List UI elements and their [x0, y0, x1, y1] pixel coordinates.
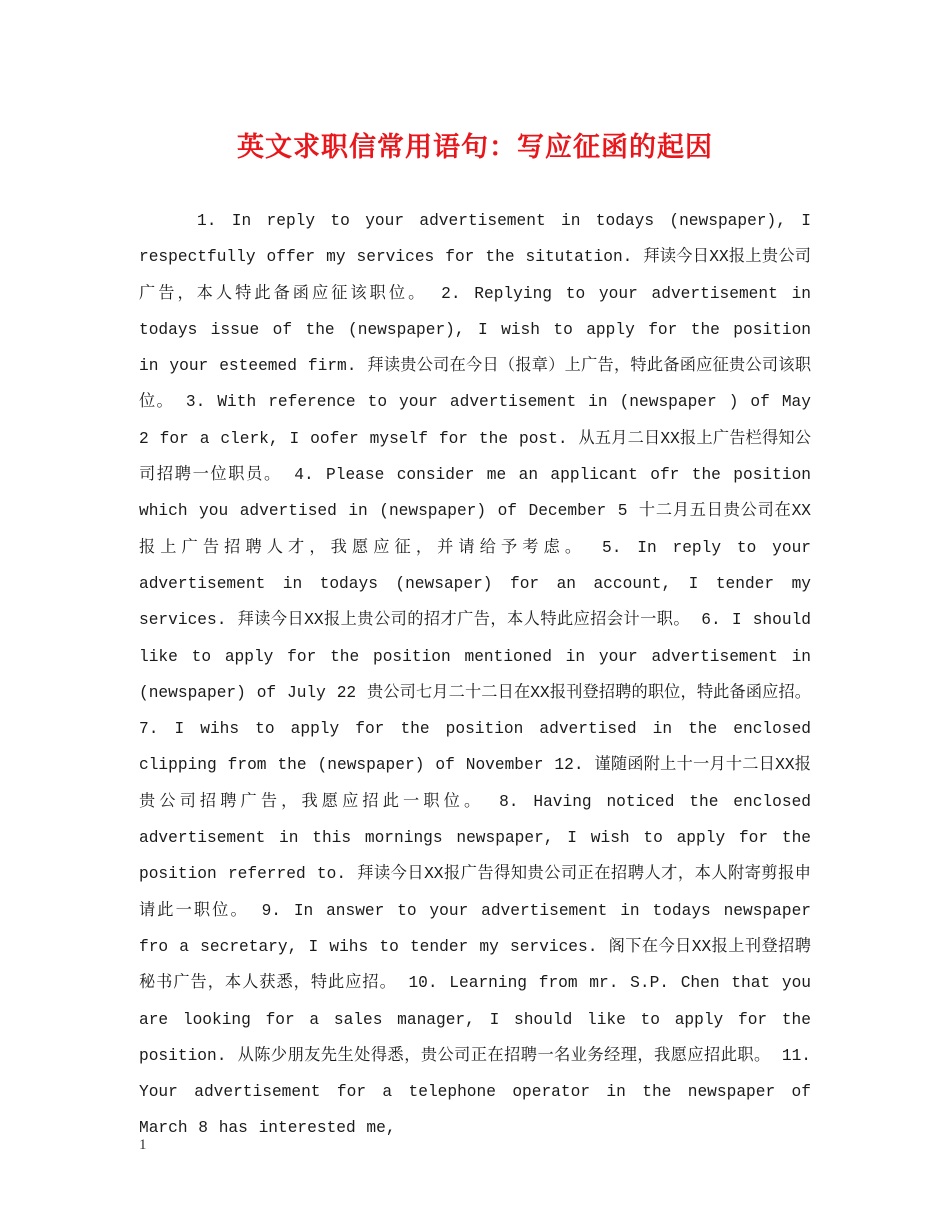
page-number: 1: [139, 1137, 147, 1153]
document-title: 英文求职信常用语句：写应征函的起因: [237, 132, 713, 163]
body-paragraph: 1. In reply to your advertisement in todays (newspaper), I respectfully offer my services for the situtation. 拜读今日XX报上贵公司广告，本人特此备函应征该职位。 2. Replying to your advertisement in todays issue of the (newspaper), I wish to apply for the position in your esteemed firm. 拜读贵公司在今日（报章）上广告，特此备函应征贵公司该职位。 3. With reference to your advertisement in (newspaper ) of May 2 for a clerk, I oofer myself for the post. 从五月二日XX报上广告栏得知公司招聘一位职员。 4. Please consider me an applicant ofr the position which you advertised in (newspaper) of December 5 十二月五日贵公司在XX报上广告招聘人才，我愿应征，并请给予考虑。 5. In reply to your advertisement in todays (newsaper) for an account, I tender my services. 拜读今日XX报上贵公司的招才广告，本人特此应招会计一职。 6. I should like to apply for the position mentioned in your advertisement in (newspaper) of July 22 贵公司七月二十二日在XX报刊登招聘的职位，特此备函应招。 7. I wihs to apply for the position advertised in the enclosed clipping from the (newspaper) of November 12. 谨随函附上十一月十二日XX报贵公司招聘广告，我愿应招此一职位。 8. Having noticed the enclosed advertisement in this mornings newspaper, I wish to apply for the position referred to. 拜读今日XX报广告得知贵公司正在招聘人才，本人附寄剪报申请此一职位。 9. In answer to your advertisement in todays newspaper fro a secretary, I wihs to tender my services. 阁下在今日XX报上刊登招聘秘书广告，本人获悉，特此应招。 10. Learning from mr. S.P. Chen that you are looking for a sales manager, I should like to apply for the position. 从陈少朋友先生处得悉，贵公司正在招聘一名业务经理，我愿应招此职。 11. Your advertisement for a telephone operator in the newspaper of March 8 has interested me,: [139, 212, 811, 1138]
